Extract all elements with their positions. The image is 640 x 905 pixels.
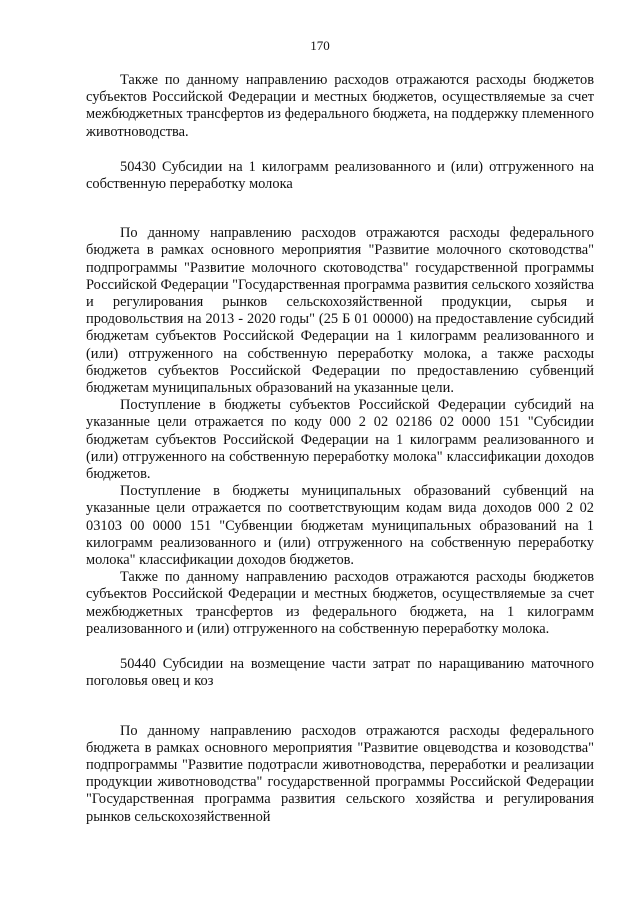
- section-heading-50440: 50440 Субсидии на возмещение части затрат по наращиванию маточного поголовья овец и коз: [86, 656, 594, 690]
- paragraph-milk-interbudget-transfers: Также по данному направлению расходов отражаются расходы бюджетов субъектов Российской Федерации и местных бюджетов, осуществляемые за счет межбюджетных трансфертов из федерального бюджета, на 1 килограмм реализованного и (или) отгруженного на собственную переработку молока.: [86, 569, 594, 637]
- paragraph-regional-budget-income: Поступление в бюджеты субъектов Российской Федерации субсидий на указанные цели отражается по коду 000 2 02 02186 02 0000 151 "Субсидии бюджетам субъектов Российской Федерации на 1 килограмм реализованного и (или) отгруженного на собственную переработку молока" классификации доходов бюджетов.: [86, 397, 594, 483]
- section-heading-50430: 50430 Субсидии на 1 килограмм реализованного и (или) отгруженного на собственную переработку молока: [86, 158, 594, 193]
- document-body: [86, 72, 594, 826]
- paragraph-breeding-support: Также по данному направлению расходов отражаются расходы бюджетов субъектов Российской Федерации и местных бюджетов, осуществляемые за счет межбюджетных трансфертов из федерального бюджета, на поддержку племенного животноводства.: [86, 72, 594, 140]
- paragraph-municipal-budget-income: Поступление в бюджеты муниципальных образований субвенций на указанные цели отражается по соответствующим кодам вида доходов 000 2 02 03103 00 0000 151 "Субвенции бюджетам муниципальных образований на 1 килограмм реализованного и (или) отгруженного на собственную переработку молока" классификации доходов бюджетов.: [86, 483, 594, 569]
- page-number: 170: [310, 38, 330, 53]
- paragraph-milk-subsidy-description: По данному направлению расходов отражаются расходы федерального бюджета в рамках основного мероприятия "Развитие молочного скотоводства" подпрограммы "Развитие молочного скотоводства" государственной программы Российской Федерации "Государственная программа развития сельского хозяйства и регулирования рынков сельскохозяйственной продукции, сырья и продовольствия на 2013 - 2020 годы" (25 Б 01 00000) на предоставление субсидий бюджетам субъектов Российской Федерации на 1 килограмм реализованного и (или) отгруженного на собственную переработку молока, а также расходы бюджетов субъектов Российской Федерации по предоставлению субвенций бюджетам муниципальных образований на указанные цели.: [86, 225, 594, 397]
- paragraph-sheep-goat-description: По данному направлению расходов отражаются расходы федерального бюджета в рамках основного мероприятия "Развитие овцеводства и козоводства" подпрограммы "Развитие подотрасли животноводства, переработки и реализации продукции животноводства" государственной программы Российской Федерации "Государственная программа развития сельского хозяйства и регулирования рынков сельскохозяйственной: [86, 722, 594, 825]
